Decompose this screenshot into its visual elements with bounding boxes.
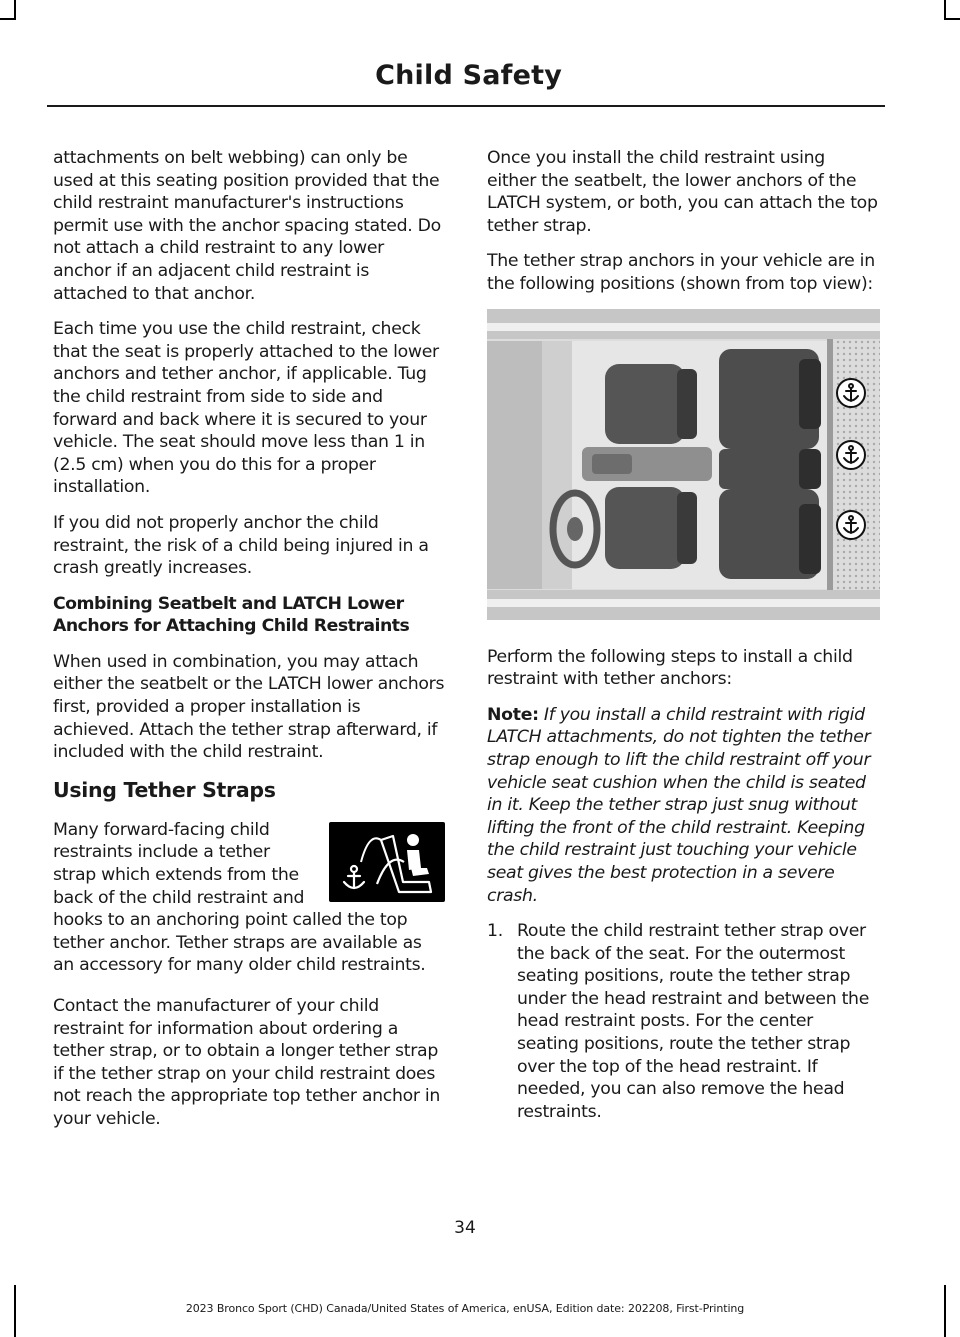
note-block — [487, 704, 879, 907]
footer-edition: 2023 Bronco Sport (CHD) Canada/United States of America, enUSA, Edition date: 202208, First-Printing — [185, 1302, 745, 1315]
header-divider — [47, 105, 885, 107]
step-number: 1. — [487, 921, 503, 942]
section-heading: Using Tether Straps — [53, 777, 276, 802]
paragraph: Each time you use the child restraint, check that the seat is properly attached to the lower anchors and tether anchor, if applicable. Tug the child restraint from side to side and forward and back where it is secured to your vehicle. The seat should move less than 1 in (2.5 cm) when you do this for a proper installation. — [53, 319, 439, 498]
step-text: Route the child restraint tether strap over the back of the seat. For the outermost seating positions, route the tether strap under the head restraint and between the head restraint posts. For the center seating positions, route the tether strap over the top of the head restraint. If needed, you can also remove the head restraints. — [517, 921, 870, 1122]
paragraph: Many forward-facing child restraints include a tether strap which extends from the back of the child restraint and hooks to an anchoring point called the top tether anchor. Tether straps are available as an accessory for many older child restraints. — [53, 819, 426, 976]
crop-mark — [944, 18, 960, 20]
paragraph: The tether strap anchors in your vehicle are in the following positions (shown from top view): — [487, 251, 875, 294]
vehicle-top-view-illustration — [487, 309, 880, 620]
page-title: Child Safety — [375, 60, 562, 91]
paragraph: Perform the following steps to install a child restraint with tether anchors: — [487, 646, 853, 690]
list-item — [487, 920, 879, 1123]
paragraph: Once you install the child restraint using either the seatbelt, the lower anchors of the LATCH system, or both, you can attach the top tether strap. — [487, 148, 878, 236]
crop-mark — [944, 1285, 946, 1337]
left-column — [53, 147, 445, 1144]
paragraph: If you did not properly anchor the child restraint, the risk of a child being injured in a crash greatly increases. — [53, 512, 429, 579]
note-text: If you install a child restraint with rigid LATCH attachments, do not tighten the tether strap enough to lift the child restraint off your vehicle seat cushion when the child is seated in it. Keep the tether strap just snug without lifting the front of the child restraint. Keeping the child restraint just touching your vehicle seat gives the best protection in a severe crash. — [487, 704, 871, 906]
crop-mark — [944, 0, 946, 20]
right-column — [487, 147, 879, 1123]
paragraph: attachments on belt webbing) can only be used at this seating position provided that the child restraint manufacturer's instructions permit use with the anchor spacing stated. Do not attach a child restraint to any lower anchor if an adjacent child restraint is attached to that anchor. — [53, 148, 441, 304]
child-seat-tether-icon — [329, 822, 445, 902]
note-label: Note: — [487, 704, 539, 725]
paragraph: Contact the manufacturer of your child restraint for information about ordering a tether strap, or to obtain a longer tether strap if the tether strap on your child restraint does not reach the appropriate top tether anchor in your vehicle. — [53, 996, 441, 1129]
crop-mark — [14, 0, 16, 20]
subheading: Combining Seatbelt and LATCH Lower Anchors for Attaching Child Restraints — [53, 593, 410, 637]
page-number: 34 — [454, 1218, 476, 1238]
crop-mark — [0, 18, 16, 20]
paragraph: When used in combination, you may attach either the seatbelt or the LATCH lower anchors first, provided a proper installation is achieved. Attach the tether strap afterward, if included with the child restraint. — [53, 651, 445, 763]
